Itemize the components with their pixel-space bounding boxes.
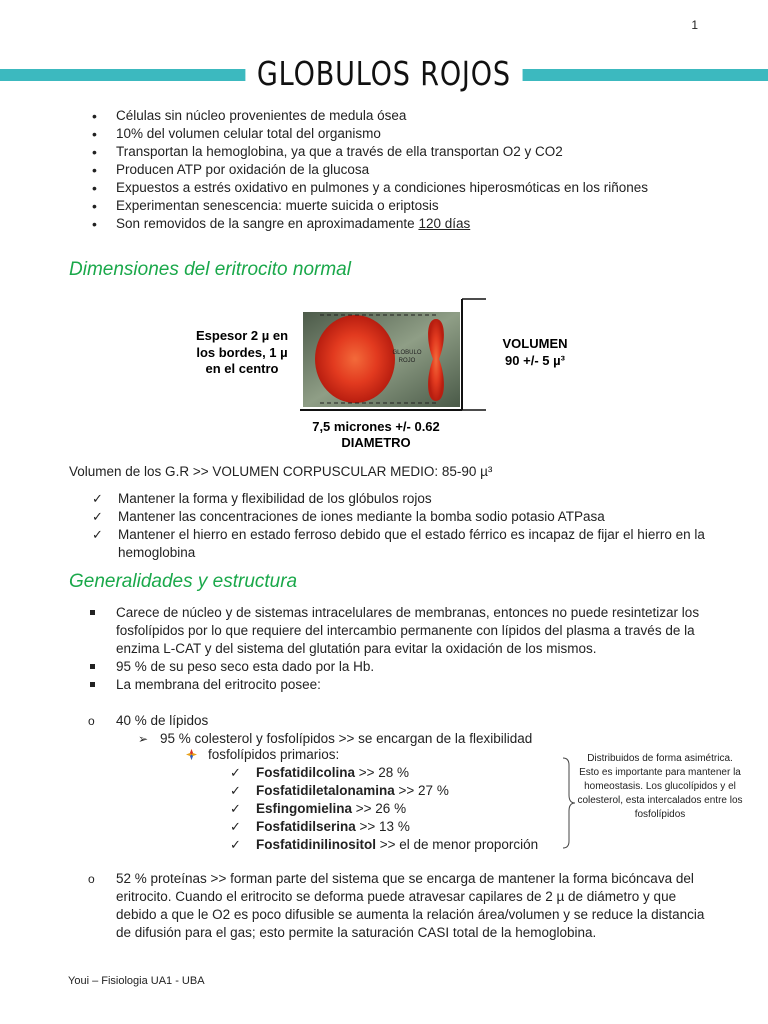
volume-label: 90 +/- 5 µ³ [505,353,565,368]
list-item: • Células sin núcleo provenientes de medula ósea [92,107,692,125]
cell-face-view [315,315,395,403]
phospholipid-value: >> 28 % [355,765,410,780]
list-item [92,215,692,233]
check-item: ✓ Mantener las concentraciones de iones mediante la bomba sodio potasio ATPasa [92,508,712,526]
phospholipid-value: >> 13 % [355,819,410,834]
circle-bullet-item: o 40 % de lípidos [88,712,648,730]
circle-bullet-item: o 52 % proteínas >> forman parte del sistema que se encarga de mantener la forma bicóncava del eritrocito. Cuando el eritrocito se deforma puede atravesar capilares de 2 µ de diámetro y que debido a que le O2 es poco difusible se aumenta la relación área/volumen y se reduce la distancia de difusión para el gas; esto permite la saturación CASI total de la hemoglobina. [88,870,708,942]
underlined-text: 120 días [418,216,471,231]
primary-item [186,746,546,764]
phospholipid-name: Esfingomielina [256,801,353,816]
check-item: ✓ Mantener el hierro en estado ferroso debido que el estado férrico es incapaz de fijar el hierro en la hemoglobina [92,526,712,562]
phospholipid-value: >> el de menor proporción [376,837,539,852]
phospholipid-item [230,800,570,818]
list-item: • Transportan la hemoglobina, ya que a través de ella transportan O2 y CO2 [92,143,692,161]
phospholipid-value: >> 27 % [394,783,449,798]
title-wrap [0,52,768,96]
list-item: • Experimentan senescencia: muerte suicida o eriptosis [92,197,692,215]
phospholipid-item [230,764,570,782]
check-list [92,490,712,562]
volume-label: VOLUMEN [502,336,568,351]
lipids-item [88,712,648,730]
footer: Youi – Fisiologia UA1 - UBA [68,975,205,987]
primary-label: fosfolípidos primarios: [208,747,340,762]
section-heading-structure: Generalidades y estructura [69,571,298,592]
thickness-label: en el centro [205,361,279,376]
square-bullet-item: 95 % de su peso seco esta dado por la Hb. [88,658,708,676]
page-title: GLOBULOS ROJOS [246,52,523,96]
list-item-text: Son removidos de la sangre en aproximadamente [116,216,419,231]
section-heading-dimensions: Dimensiones del eritrocito normal [69,259,351,280]
phospholipid-name: Fosfatidilcolina [256,765,356,780]
cell-label: ROJO [398,358,416,364]
intro-bullet-list [92,107,692,233]
phospholipid-item [230,836,570,854]
diameter-label: 7,5 micrones +/- 0.62 [312,419,440,434]
square-bullet-item: La membrana del eritrocito posee: [88,676,708,694]
erythrocyte-figure [180,297,600,452]
four-point-star-icon [186,749,197,760]
list-item: • Producen ATP por oxidación de la glucosa [92,161,692,179]
square-bullet-item: Carece de núcleo y de sistemas intracelulares de membranas, entonces no puede resintetizar los fosfolípidos por lo que requiere del intercambio permanente con lípidos del plasma a través de la enzima L-CAT y del sistema del glutatión para evitar la oxidación de los mismos. [88,604,708,658]
thickness-label: los bordes, 1 µ [196,345,288,360]
right-brace-icon [562,757,576,849]
phospholipid-list [230,764,570,854]
volume-line: Volumen de los G.R >> VOLUMEN CORPUSCULAR MEDIO: 85-90 µ³ [69,464,493,479]
phospholipid-item [230,818,570,836]
list-item: • 10% del volumen celular total del organismo [92,125,692,143]
side-note: Distribuidos de forma asimétrica. Esto es importante para mantener la homeostasis. Los glucolípidos y el colesterol, esta intercalados entre los fosfolípidos [577,753,743,820]
phospholipid-item [230,782,570,800]
phospholipid-name: Fosfatidinilinositol [256,837,376,852]
thickness-label: Espesor 2 µ en [195,328,289,343]
proteins-item [88,870,708,942]
arrow-bullet-item: ➢ 95 % colesterol y fosfolípidos >> se encargan de la flexibilidad [138,730,698,748]
list-item: • Expuestos a estrés oxidativo en pulmones y a condiciones hiperosmóticas en los riñones [92,179,692,197]
cell-label: GLOBULO [392,350,422,356]
phospholipid-name: Fosfatidilserina [256,819,356,834]
diameter-label: DIAMETRO [341,435,411,450]
phospholipid-value: >> 26 % [352,801,407,816]
check-item: ✓ Mantener la forma y flexibilidad de los glóbulos rojos [92,490,712,508]
structure-content [88,604,708,694]
page-number: 1 [691,18,698,32]
star-bullet-item [186,746,546,764]
phospholipid-name: Fosfatidiletalonamina [256,783,395,798]
